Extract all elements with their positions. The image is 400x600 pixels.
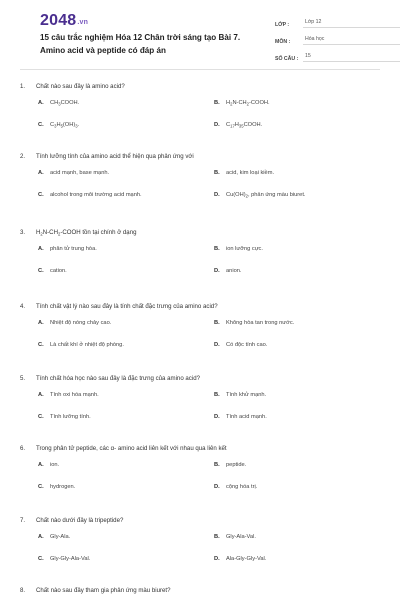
question-number: 6.	[20, 445, 26, 452]
option-text: acid mạnh, base mạnh.	[50, 170, 110, 176]
question-stem	[20, 152, 380, 162]
question-text: Chất nào sau đây tham gia phản ứng màu biuret?	[36, 587, 171, 594]
option-text: Tính acid mạnh.	[226, 414, 267, 420]
option-text: Là chất khí ở nhiệt độ phòng.	[50, 342, 124, 348]
question-stem	[20, 516, 380, 526]
brand-tld: .vn	[77, 19, 89, 26]
option-letter: B.	[214, 534, 220, 540]
option-text: ion.	[50, 462, 60, 468]
option-letter: C.	[38, 484, 44, 490]
option-letter: D.	[214, 268, 220, 274]
answer-option-c[interactable]	[38, 406, 214, 428]
header-divider	[20, 69, 380, 70]
option-text: $Cu(OH)_2$, phản ứng màu biuret.	[226, 191, 306, 199]
answer-option-b[interactable]	[214, 92, 390, 114]
answer-option-c[interactable]	[38, 476, 214, 498]
meta-row-subject	[275, 31, 400, 45]
answer-options	[38, 526, 380, 570]
option-letter: A.	[38, 170, 44, 176]
option-letter: A.	[38, 392, 44, 398]
option-letter: A.	[38, 462, 44, 468]
answer-option-c[interactable]	[38, 334, 214, 356]
option-text: phân tử trung hòa.	[50, 246, 97, 252]
question-5	[20, 374, 380, 428]
option-letter: C.	[38, 268, 44, 274]
option-letter: C.	[38, 192, 44, 198]
answer-option-c[interactable]	[38, 548, 214, 570]
meta-row-count	[275, 48, 400, 62]
option-letter: A.	[38, 246, 44, 252]
answer-option-b[interactable]	[214, 238, 390, 260]
option-text: ion lưỡng cực.	[226, 246, 263, 252]
question-1	[20, 82, 380, 136]
option-letter: D.	[214, 122, 220, 128]
question-stem	[20, 444, 380, 454]
option-letter: D.	[214, 484, 220, 490]
answer-option-c[interactable]	[38, 184, 214, 206]
meta-value-subject: Hóa học	[303, 36, 400, 45]
question-stem	[20, 228, 380, 238]
question-text: Trong phân tử peptide, các α- amino acid liên kết với nhau qua liên kết	[36, 445, 227, 452]
meta-panel	[275, 14, 400, 65]
option-letter: A.	[38, 534, 44, 540]
option-text: Nhiệt độ nóng chảy cao.	[50, 320, 112, 326]
option-text: Tính lưỡng tính.	[50, 414, 91, 420]
option-text: alcohol trong môi trường acid mạnh.	[50, 192, 142, 198]
meta-row-grade	[275, 14, 400, 28]
question-7	[20, 516, 380, 570]
answer-options	[38, 162, 380, 206]
question-number: 7.	[20, 517, 26, 524]
answer-option-d[interactable]	[214, 114, 390, 136]
option-text: peptide.	[226, 462, 247, 468]
option-text: hydrogen.	[50, 484, 76, 490]
question-text: Chất nào dưới đây là tripeptide?	[36, 517, 124, 524]
option-text: $C_3H_5(OH)_3$.	[50, 121, 80, 129]
option-letter: D.	[214, 414, 220, 420]
answer-option-d[interactable]	[214, 334, 390, 356]
answer-options	[38, 92, 380, 136]
answer-option-b[interactable]	[214, 312, 390, 334]
question-stem	[20, 302, 380, 312]
answer-option-a[interactable]	[38, 454, 214, 476]
answer-options	[38, 312, 380, 356]
answer-option-b[interactable]	[214, 454, 390, 476]
option-letter: D.	[214, 556, 220, 562]
option-letter: D.	[214, 192, 220, 198]
answer-option-c[interactable]	[38, 260, 214, 282]
option-letter: C.	[38, 122, 44, 128]
answer-options	[38, 454, 380, 498]
option-letter: B.	[214, 170, 220, 176]
option-text: $CH_3COOH$.	[50, 99, 80, 107]
answer-options	[38, 384, 380, 428]
answer-option-b[interactable]	[214, 384, 390, 406]
answer-option-d[interactable]	[214, 548, 390, 570]
option-letter: C.	[38, 414, 44, 420]
question-number: 2.	[20, 153, 26, 160]
option-text: Gly-Ala.	[50, 534, 71, 540]
option-text: $H_2N-CH_2$-COOH.	[226, 99, 270, 107]
option-letter: D.	[214, 342, 220, 348]
option-letter: A.	[38, 100, 44, 106]
answer-option-a[interactable]	[38, 384, 214, 406]
answer-option-d[interactable]	[214, 260, 390, 282]
option-letter: C.	[38, 342, 44, 348]
option-text: Không hòa tan trong nước.	[226, 320, 295, 326]
document-title: 15 câu trắc nghiệm Hóa 12 Chân trời sáng tạo Bài 7. Amino acid và peptide có đáp án	[40, 33, 241, 55]
meta-label-count: SỐ CÂU :	[275, 56, 299, 62]
option-letter: B.	[214, 320, 220, 326]
question-3	[20, 228, 380, 282]
question-text: Tính chất vật lý nào sau đây là tính chất đặc trưng của amino acid?	[36, 303, 218, 310]
option-letter: C.	[38, 556, 44, 562]
answer-option-b[interactable]	[214, 162, 390, 184]
meta-label-subject: MÔN :	[275, 39, 291, 45]
question-text: $H_2N-CH_2$-COOH tồn tại chính ở dạng	[36, 229, 137, 237]
question-4	[20, 302, 380, 356]
answer-option-b[interactable]	[214, 526, 390, 548]
option-text: cation.	[50, 268, 67, 274]
question-8	[20, 586, 380, 596]
option-text: Có độc tính cao.	[226, 342, 268, 348]
answer-option-a[interactable]	[38, 162, 214, 184]
meta-value-count: 15	[303, 53, 400, 62]
question-text: Chất nào sau đây là amino acid?	[36, 83, 125, 90]
option-letter: B.	[214, 100, 220, 106]
answer-option-a[interactable]	[38, 92, 214, 114]
option-text: acid, kim loại kiềm.	[226, 170, 275, 176]
option-letter: B.	[214, 392, 220, 398]
option-letter: A.	[38, 320, 44, 326]
option-text: Ala-Gly-Gly-Val.	[226, 556, 267, 562]
meta-label-grade: LỚP :	[275, 22, 290, 28]
answer-option-a[interactable]	[38, 238, 214, 260]
answer-option-c[interactable]	[38, 114, 214, 136]
answer-option-d[interactable]	[214, 406, 390, 428]
option-letter: B.	[214, 246, 220, 252]
option-text: Tính oxi hóa mạnh.	[50, 392, 99, 398]
question-2	[20, 152, 380, 206]
question-stem	[20, 586, 380, 596]
question-stem	[20, 374, 380, 384]
answer-option-a[interactable]	[38, 312, 214, 334]
answer-option-d[interactable]	[214, 476, 390, 498]
question-6	[20, 444, 380, 498]
option-text: Gly-Ala-Val.	[226, 534, 256, 540]
question-text: Tính chất hóa học nào sau đây là đặc trưng của amino acid?	[36, 375, 200, 382]
question-number: 3.	[20, 229, 26, 236]
question-number: 1.	[20, 83, 26, 90]
option-text: Tính khử mạnh.	[226, 392, 267, 398]
meta-value-grade: Lớp 12	[303, 19, 400, 28]
document-header	[20, 0, 380, 66]
question-stem	[20, 82, 380, 92]
option-text: anion.	[226, 268, 242, 274]
answer-option-a[interactable]	[38, 526, 214, 548]
question-text: Tính lưỡng tính của amino acid thể hiện qua phản ứng với	[36, 153, 194, 160]
answer-options	[38, 238, 380, 282]
option-text: Gly-Gly-Ala-Val.	[50, 556, 91, 562]
question-number: 8.	[20, 587, 26, 594]
question-number: 4.	[20, 303, 26, 310]
answer-option-d[interactable]	[214, 184, 390, 206]
option-text: cộng hóa trị.	[226, 484, 258, 490]
option-text: $C_{17}H_{35}COOH$.	[226, 121, 263, 129]
brand-logo[interactable]	[40, 12, 88, 30]
option-letter: B.	[214, 462, 220, 468]
question-number: 5.	[20, 375, 26, 382]
brand-name: 2048	[40, 12, 77, 29]
